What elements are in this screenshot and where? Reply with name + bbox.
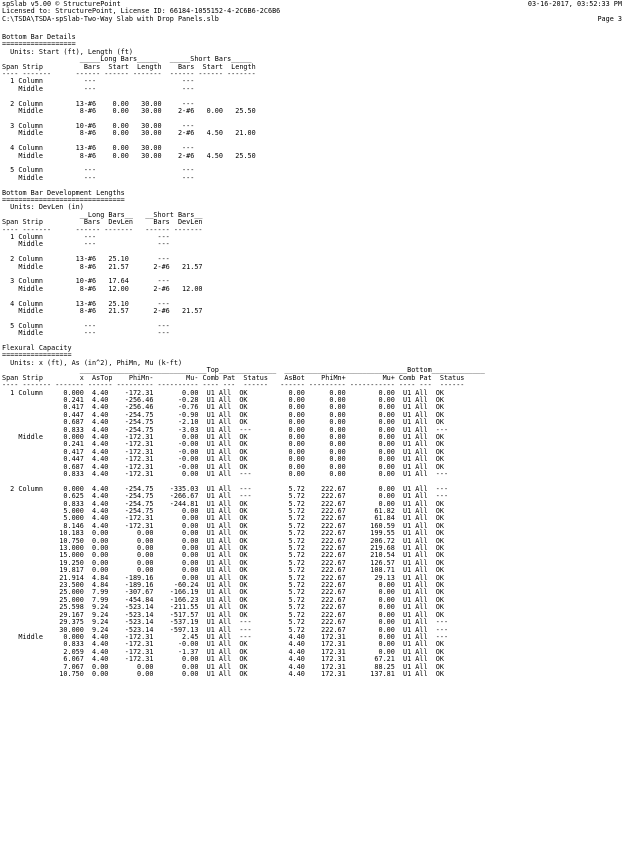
- report-line: 25.000 7.99 -454.84 -166.23 U1 All OK 5.72 222.67 0.00 U1 All OK: [2, 595, 444, 604]
- report-line: 25.000 7.99 -307.67 -166.19 U1 All OK 5.72 222.67 0.00 U1 All OK: [2, 588, 444, 597]
- report-line: _____Long Bars_____ _____Short Bars_____: [2, 55, 252, 64]
- report-line: 15.000 0.00 0.00 0.00 U1 All OK 5.72 222.67 210.54 U1 All OK: [2, 551, 444, 560]
- report-line: _______________________________Top______________ ______________________________Bottom_____________: [2, 366, 485, 375]
- report-line: =================: [2, 351, 72, 360]
- report-date: 03-16-2017, 03:52:33 PM: [527, 0, 622, 8]
- report-line: 2.059 4.40 -172.31 -1.37 U1 All OK 4.40 172.31 0.00 U1 All OK: [2, 647, 444, 656]
- report-line: Span Strip Bars Start Length Bars Start Length: [2, 62, 256, 71]
- report-line: 5.000 4.40 -254.75 0.00 U1 All OK 5.72 222.67 61.82 U1 All OK: [2, 507, 444, 515]
- report-line: 0.625 4.40 -254.75 -266.67 U1 All --- 5.72 222.67 0.00 U1 All ---: [2, 492, 449, 501]
- report-line: Units: Start (ft), Length (ft): [2, 47, 133, 56]
- report-line: 0.241 4.40 -172.31 -0.00 U1 All OK 0.00 0.00 0.00 U1 All OK: [2, 440, 444, 449]
- report-line: 4 Column 13-#6 0.00 30.00 ---: [2, 144, 195, 153]
- report-line: 0.833 4.40 -254.75 -3.03 U1 All --- 0.00 0.00 0.00 U1 All ---: [2, 425, 449, 434]
- report-line: 0.687 4.40 -254.75 -2.10 U1 All OK 0.00 0.00 0.00 U1 All OK: [2, 418, 444, 427]
- report-line: ---- ------- ------ ------- ------ -------: [2, 225, 203, 234]
- report-line: 30.000 9.24 -523.14 -597.13 U1 All --- 5.72 222.67 0.00 U1 All ---: [2, 625, 449, 634]
- report-line: 1 Column --- ---: [2, 232, 170, 241]
- report-line: Middle 8-#6 0.00 30.00 2-#6 4.50 21.00: [2, 129, 256, 138]
- report-line: 6.067 4.40 -172.31 0.00 U1 All OK 4.40 172.31 67.21 U1 All OK: [2, 655, 444, 664]
- report-line: 0.417 4.40 -172.31 -0.00 U1 All OK 0.00 0.00 0.00 U1 All OK: [2, 447, 444, 456]
- report-line: ==================: [2, 40, 76, 49]
- report-line: __Long Bars__ __Short Bars__: [2, 210, 203, 219]
- report-line: ---- ------- ------ ------ ------- ------ ------ -------: [2, 70, 256, 79]
- report-line: 10.750 0.00 0.00 0.00 U1 All OK 5.72 222.67 206.72 U1 All OK: [2, 536, 444, 545]
- report-line: 0.447 4.40 -172.31 -0.00 U1 All OK 0.00 0.00 0.00 U1 All OK: [2, 455, 444, 464]
- report-line: 0.833 4.40 -172.31 -0.00 U1 All OK 4.40 172.31 0.00 U1 All OK: [2, 640, 444, 649]
- report-line: Bottom Bar Details: [2, 33, 76, 41]
- report-line: 0.417 4.40 -256.46 -0.76 U1 All OK 0.00 0.00 0.00 U1 All OK: [2, 403, 444, 412]
- report-line: ==============================: [2, 195, 125, 204]
- report-line: ---- ------- ------- ------ --------- ---------- ---- --- ------ ------ --------- ----------- ---- --- ------: [2, 381, 465, 390]
- report-line: 3 Column 10-#6 17.64 ---: [2, 277, 170, 286]
- report-line: Bottom Bar Development Lengths: [2, 188, 125, 197]
- report-line: 5 Column --- ---: [2, 166, 195, 175]
- program-title: spSlab v5.00 © StructurePoint: [2, 0, 121, 8]
- report-line: Span Strip Bars DevLen Bars DevLen: [2, 218, 203, 227]
- report-line: 10.750 0.00 0.00 0.00 U1 All OK 4.40 172.31 137.81 U1 All OK: [2, 669, 444, 678]
- report-line: 2 Column 0.000 4.40 -254.75 -335.03 U1 All --- 5.72 222.67 0.00 U1 All ---: [2, 484, 449, 493]
- report-line: 0.241 4.40 -256.46 -0.28 U1 All OK 0.00 0.00 0.00 U1 All OK: [2, 395, 444, 404]
- report-line: 0.833 4.40 -172.31 0.00 U1 All --- 0.00 0.00 0.00 U1 All ---: [2, 469, 449, 478]
- report-line: 0.687 4.40 -172.31 -0.00 U1 All OK 0.00 0.00 0.00 U1 All OK: [2, 462, 444, 471]
- report-line: 7.067 0.00 0.00 0.00 U1 All OK 4.40 172.31 88.25 U1 All OK: [2, 662, 444, 671]
- report-line: 2 Column 13-#6 0.00 30.00 ---: [2, 99, 195, 108]
- report-line: 0.447 4.40 -254.75 -0.90 U1 All OK 0.00 0.00 0.00 U1 All OK: [2, 410, 444, 419]
- report-line: 21.914 4.84 -189.16 0.00 U1 All OK 5.72 222.67 29.13 U1 All OK: [2, 573, 444, 582]
- report-line: Units: DevLen (in): [2, 203, 84, 212]
- report-line: Middle 8-#6 21.57 2-#6 21.57: [2, 262, 203, 271]
- report-line: Middle 0.000 4.40 -172.31 0.00 U1 All OK 0.00 0.00 0.00 U1 All OK: [2, 432, 444, 441]
- report-line: 1 Column 0.000 4.40 -172.31 0.00 U1 All OK 0.00 0.00 0.00 U1 All OK: [2, 388, 444, 397]
- report-line: Middle 0.000 4.40 -172.31 2.45 U1 All --- 4.40 172.31 0.00 U1 All ---: [2, 632, 449, 641]
- report-line: Middle 8-#6 0.00 30.00 2-#6 4.50 25.50: [2, 151, 256, 160]
- report-line: Middle --- ---: [2, 329, 170, 338]
- report-line: Units: x (ft), As (in^2), PhiMn, Mu (k-ft): [2, 358, 183, 367]
- report-line: Flexural Capacity: [2, 344, 72, 353]
- report-line: Span Strip x AsTop PhiMn- Mu- Comb Pat Status AsBot PhiMn+ Mu+ Comb Pat Status: [2, 373, 465, 382]
- report-line: Middle --- ---: [2, 84, 195, 93]
- report-line: 19.817 0.00 0.00 0.00 U1 All OK 5.72 222.67 108.71 U1 All OK: [2, 566, 444, 575]
- report-line: Middle --- ---: [2, 240, 170, 249]
- file-path: C:\TSDA\TSDA-spSlab-Two-Way Slab with Drop Panels.slb: [2, 14, 219, 23]
- report-line: Middle 8-#6 0.00 30.00 2-#6 0.00 25.50: [2, 107, 256, 116]
- report-line: 0.833 4.40 -254.75 -244.81 U1 All OK 5.72 222.67 0.00 U1 All OK: [2, 499, 444, 508]
- report-line: 19.250 0.00 0.00 0.00 U1 All OK 5.72 222.67 126.57 U1 All OK: [2, 558, 444, 567]
- report-line: 5 Column --- ---: [2, 321, 170, 330]
- report-line: 4 Column 13-#6 25.10 ---: [2, 299, 170, 308]
- report-line: 13.000 0.00 0.00 0.00 U1 All OK 5.72 222.67 219.68 U1 All OK: [2, 544, 444, 553]
- report-line: 29.167 9.24 -523.14 -517.57 U1 All OK 5.72 222.67 0.00 U1 All OK: [2, 610, 444, 619]
- license-line: Licensed to: StructurePoint, License ID: 66184-1055152-4-2C6B6-2C6B6: [2, 7, 281, 16]
- report-line: Middle 8-#6 21.57 2-#6 21.57: [2, 307, 203, 316]
- report-line: 8.146 4.40 -172.31 0.00 U1 All OK 5.72 222.67 160.59 U1 All OK: [2, 521, 444, 530]
- report-line: Middle --- ---: [2, 173, 195, 182]
- report-line: Middle 8-#6 12.00 2-#6 12.00: [2, 284, 203, 293]
- report-line: 10.183 0.00 0.00 0.00 U1 All OK 5.72 222.67 199.55 U1 All OK: [2, 529, 444, 538]
- report-line: 5.000 4.40 -172.31 0.00 U1 All OK 5.72 222.67 61.84 U1 All OK: [2, 514, 444, 523]
- report-line: 25.598 9.24 -523.14 -211.55 U1 All OK 5.72 222.67 0.00 U1 All OK: [2, 603, 444, 612]
- report-line: 23.500 4.84 -189.16 -60.24 U1 All OK 5.72 222.67 0.00 U1 All OK: [2, 581, 444, 590]
- page-number: Page 3: [597, 14, 622, 23]
- report-line: 3 Column 10-#6 0.00 30.00 ---: [2, 121, 195, 130]
- report-line: 29.375 9.24 -523.14 -537.19 U1 All --- 5.72 222.67 0.00 U1 All ---: [2, 618, 449, 627]
- report-header-right: [528, 1, 622, 23]
- report-line: 1 Column --- ---: [2, 77, 195, 86]
- report-line: 2 Column 13-#6 25.10 ---: [2, 255, 170, 264]
- report-body: [2, 34, 485, 678]
